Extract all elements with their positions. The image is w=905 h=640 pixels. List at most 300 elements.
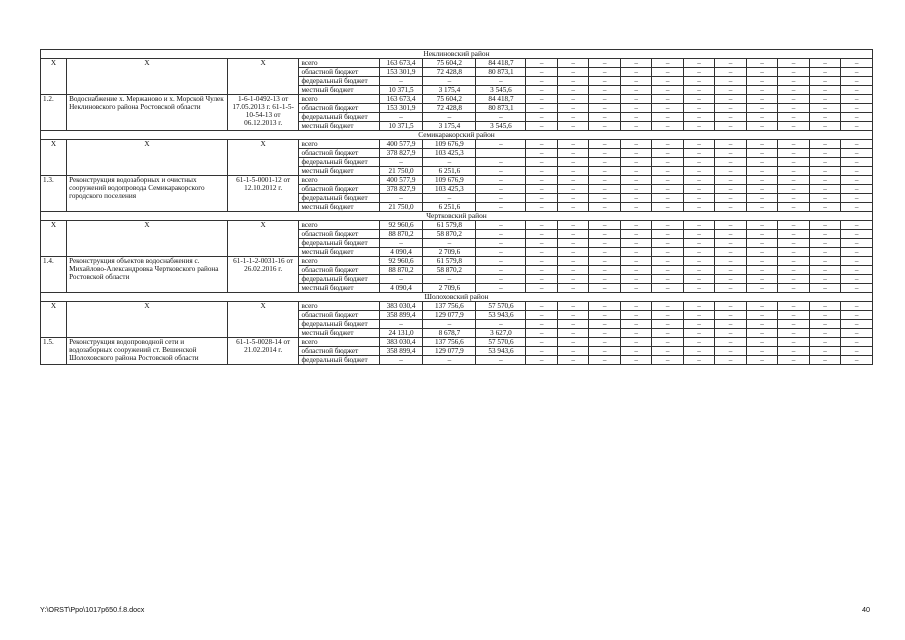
empty-amount-cell: – <box>841 140 873 149</box>
amount-cell: – <box>476 239 526 248</box>
empty-amount-cell: – <box>778 221 809 230</box>
funding-source-cell: федеральный бюджет <box>299 77 379 86</box>
empty-amount-cell: – <box>620 266 651 275</box>
empty-amount-cell: – <box>715 320 746 329</box>
empty-amount-cell: – <box>715 158 746 167</box>
empty-amount-cell: – <box>589 122 620 131</box>
empty-amount-cell: – <box>809 239 840 248</box>
empty-amount-cell: – <box>715 338 746 347</box>
empty-amount-cell: – <box>589 302 620 311</box>
amount-cell: 109 676,9 <box>423 176 476 185</box>
empty-amount-cell: – <box>557 59 588 68</box>
item-number-cell: Х <box>41 140 67 176</box>
empty-amount-cell: – <box>778 176 809 185</box>
empty-amount-cell: – <box>746 203 777 212</box>
empty-amount-cell: – <box>841 248 873 257</box>
empty-amount-cell: – <box>589 86 620 95</box>
funding-source-cell: областной бюджет <box>299 347 379 356</box>
empty-amount-cell: – <box>841 104 873 113</box>
empty-amount-cell: – <box>746 158 777 167</box>
amount-cell: – <box>379 194 422 203</box>
empty-amount-cell: – <box>620 77 651 86</box>
table-row <box>41 140 873 149</box>
amount-cell: 378 827,9 <box>379 185 422 194</box>
empty-amount-cell: – <box>589 203 620 212</box>
empty-amount-cell: – <box>778 140 809 149</box>
amount-cell: 75 604,2 <box>423 59 476 68</box>
empty-amount-cell: – <box>652 59 683 68</box>
empty-amount-cell: – <box>683 275 714 284</box>
amount-cell: 4 090,4 <box>379 284 422 293</box>
amount-cell: 61 579,8 <box>423 257 476 266</box>
empty-amount-cell: – <box>620 221 651 230</box>
empty-amount-cell: – <box>526 140 557 149</box>
amount-cell: 53 943,6 <box>476 347 526 356</box>
empty-amount-cell: – <box>652 185 683 194</box>
empty-amount-cell: – <box>526 284 557 293</box>
empty-amount-cell: – <box>652 104 683 113</box>
empty-amount-cell: – <box>715 59 746 68</box>
empty-amount-cell: – <box>715 230 746 239</box>
empty-amount-cell: – <box>526 266 557 275</box>
empty-amount-cell: – <box>620 329 651 338</box>
empty-amount-cell: – <box>715 311 746 320</box>
empty-amount-cell: – <box>620 275 651 284</box>
empty-amount-cell: – <box>841 257 873 266</box>
empty-amount-cell: – <box>778 239 809 248</box>
empty-amount-cell: – <box>652 257 683 266</box>
empty-amount-cell: – <box>557 167 588 176</box>
empty-amount-cell: – <box>778 347 809 356</box>
empty-amount-cell: – <box>778 329 809 338</box>
empty-amount-cell: – <box>746 239 777 248</box>
funding-source-cell: областной бюджет <box>299 104 379 113</box>
empty-amount-cell: – <box>557 122 588 131</box>
funding-source-cell: областной бюджет <box>299 311 379 320</box>
empty-amount-cell: – <box>683 266 714 275</box>
empty-amount-cell: – <box>715 194 746 203</box>
permit-cell: Х <box>227 221 299 257</box>
empty-amount-cell: – <box>746 95 777 104</box>
empty-amount-cell: – <box>746 185 777 194</box>
item-number-cell: Х <box>41 59 67 95</box>
empty-amount-cell: – <box>809 302 840 311</box>
permit-cell: 1-6-1-0492-13 от 17.05.2013 г. 61-1-5-10-54-13 от 06.12.2013 г. <box>227 95 299 131</box>
funding-source-cell: всего <box>299 257 379 266</box>
empty-amount-cell: – <box>715 68 746 77</box>
empty-amount-cell: – <box>683 239 714 248</box>
amount-cell: – <box>476 266 526 275</box>
empty-amount-cell: – <box>620 149 651 158</box>
empty-amount-cell: – <box>715 284 746 293</box>
empty-amount-cell: – <box>809 356 840 365</box>
table-row <box>41 95 873 104</box>
amount-cell: – <box>476 320 526 329</box>
empty-amount-cell: – <box>778 230 809 239</box>
empty-amount-cell: – <box>620 176 651 185</box>
empty-amount-cell: – <box>620 230 651 239</box>
empty-amount-cell: – <box>557 347 588 356</box>
empty-amount-cell: – <box>526 158 557 167</box>
empty-amount-cell: – <box>526 248 557 257</box>
empty-amount-cell: – <box>557 257 588 266</box>
empty-amount-cell: – <box>683 122 714 131</box>
amount-cell: – <box>476 221 526 230</box>
empty-amount-cell: – <box>589 158 620 167</box>
empty-amount-cell: – <box>589 68 620 77</box>
empty-amount-cell: – <box>557 329 588 338</box>
empty-amount-cell: – <box>620 356 651 365</box>
empty-amount-cell: – <box>746 68 777 77</box>
empty-amount-cell: – <box>809 203 840 212</box>
empty-amount-cell: – <box>557 140 588 149</box>
empty-amount-cell: – <box>809 275 840 284</box>
empty-amount-cell: – <box>683 347 714 356</box>
empty-amount-cell: – <box>652 311 683 320</box>
amount-cell: – <box>379 320 422 329</box>
amount-cell: 3 545,6 <box>476 122 526 131</box>
empty-amount-cell: – <box>778 113 809 122</box>
section-header-row <box>41 131 873 140</box>
empty-amount-cell: – <box>715 122 746 131</box>
empty-amount-cell: – <box>589 113 620 122</box>
section-title: Шолоховский район <box>41 293 873 302</box>
empty-amount-cell: – <box>778 302 809 311</box>
empty-amount-cell: – <box>526 149 557 158</box>
permit-cell: 61-1-1-2-0031-16 от 26.02.2016 г. <box>227 257 299 293</box>
amount-cell: – <box>423 194 476 203</box>
empty-amount-cell: – <box>557 248 588 257</box>
empty-amount-cell: – <box>715 257 746 266</box>
amount-cell: 109 676,9 <box>423 140 476 149</box>
empty-amount-cell: – <box>526 203 557 212</box>
empty-amount-cell: – <box>652 230 683 239</box>
empty-amount-cell: – <box>746 176 777 185</box>
empty-amount-cell: – <box>715 221 746 230</box>
empty-amount-cell: – <box>526 356 557 365</box>
empty-amount-cell: – <box>557 239 588 248</box>
empty-amount-cell: – <box>652 95 683 104</box>
empty-amount-cell: – <box>620 86 651 95</box>
amount-cell: 53 943,6 <box>476 311 526 320</box>
permit-cell: Х <box>227 302 299 338</box>
empty-amount-cell: – <box>652 266 683 275</box>
empty-amount-cell: – <box>841 311 873 320</box>
amount-cell: – <box>423 320 476 329</box>
empty-amount-cell: – <box>526 68 557 77</box>
empty-amount-cell: – <box>715 329 746 338</box>
empty-amount-cell: – <box>526 59 557 68</box>
empty-amount-cell: – <box>652 275 683 284</box>
funding-source-cell: местный бюджет <box>299 122 379 131</box>
empty-amount-cell: – <box>620 257 651 266</box>
empty-amount-cell: – <box>652 356 683 365</box>
empty-amount-cell: – <box>557 302 588 311</box>
funding-source-cell: всего <box>299 140 379 149</box>
empty-amount-cell: – <box>715 176 746 185</box>
amount-cell: 58 870,2 <box>423 266 476 275</box>
empty-amount-cell: – <box>715 149 746 158</box>
amount-cell: – <box>476 113 526 122</box>
amount-cell: 88 870,2 <box>379 230 422 239</box>
empty-amount-cell: – <box>526 113 557 122</box>
empty-amount-cell: – <box>652 203 683 212</box>
empty-amount-cell: – <box>620 185 651 194</box>
empty-amount-cell: – <box>778 248 809 257</box>
empty-amount-cell: – <box>683 338 714 347</box>
amount-cell: – <box>476 284 526 293</box>
empty-amount-cell: – <box>620 248 651 257</box>
amount-cell: 137 756,6 <box>423 302 476 311</box>
empty-amount-cell: – <box>652 149 683 158</box>
empty-amount-cell: – <box>620 140 651 149</box>
empty-amount-cell: – <box>589 347 620 356</box>
empty-amount-cell: – <box>809 176 840 185</box>
item-name-cell: Реконструкция объектов водоснабжения с. Михайлово-Александровка Чертковского района Ростовской области <box>67 257 228 293</box>
funding-source-cell: федеральный бюджет <box>299 275 379 284</box>
empty-amount-cell: – <box>683 311 714 320</box>
amount-cell: 153 301,9 <box>379 68 422 77</box>
empty-amount-cell: – <box>526 338 557 347</box>
empty-amount-cell: – <box>526 77 557 86</box>
amount-cell: – <box>476 77 526 86</box>
funding-source-cell: областной бюджет <box>299 266 379 275</box>
empty-amount-cell: – <box>589 176 620 185</box>
empty-amount-cell: – <box>589 320 620 329</box>
empty-amount-cell: – <box>715 347 746 356</box>
empty-amount-cell: – <box>589 221 620 230</box>
item-name-cell: Х <box>67 302 228 338</box>
amount-cell: 80 873,1 <box>476 68 526 77</box>
amount-cell: 400 577,9 <box>379 140 422 149</box>
empty-amount-cell: – <box>620 239 651 248</box>
empty-amount-cell: – <box>620 158 651 167</box>
amount-cell: 358 899,4 <box>379 347 422 356</box>
empty-amount-cell: – <box>841 338 873 347</box>
empty-amount-cell: – <box>589 140 620 149</box>
empty-amount-cell: – <box>526 275 557 284</box>
empty-amount-cell: – <box>557 176 588 185</box>
section-header-row <box>41 212 873 221</box>
empty-amount-cell: – <box>778 356 809 365</box>
item-name-cell: Реконструкция водопроводной сети и водозаборных сооружений ст. Вешенской Шолоховского района Ростовской области <box>67 338 228 365</box>
amount-cell: 383 030,4 <box>379 338 422 347</box>
funding-source-cell: областной бюджет <box>299 230 379 239</box>
empty-amount-cell: – <box>620 122 651 131</box>
empty-amount-cell: – <box>841 86 873 95</box>
empty-amount-cell: – <box>652 77 683 86</box>
amount-cell: – <box>379 356 422 365</box>
empty-amount-cell: – <box>778 122 809 131</box>
empty-amount-cell: – <box>683 356 714 365</box>
item-number-cell: 1.2. <box>41 95 67 131</box>
empty-amount-cell: – <box>589 239 620 248</box>
empty-amount-cell: – <box>841 320 873 329</box>
empty-amount-cell: – <box>746 338 777 347</box>
empty-amount-cell: – <box>526 194 557 203</box>
empty-amount-cell: – <box>652 239 683 248</box>
empty-amount-cell: – <box>809 248 840 257</box>
funding-source-cell: всего <box>299 176 379 185</box>
empty-amount-cell: – <box>683 230 714 239</box>
amount-cell: 358 899,4 <box>379 311 422 320</box>
amount-cell: – <box>423 275 476 284</box>
document-page <box>40 49 873 365</box>
empty-amount-cell: – <box>683 185 714 194</box>
amount-cell: 57 570,6 <box>476 302 526 311</box>
empty-amount-cell: – <box>620 167 651 176</box>
table-row <box>41 257 873 266</box>
empty-amount-cell: – <box>715 140 746 149</box>
amount-cell: 103 425,3 <box>423 185 476 194</box>
amount-cell: – <box>423 113 476 122</box>
amount-cell: 3 627,0 <box>476 329 526 338</box>
empty-amount-cell: – <box>683 203 714 212</box>
amount-cell: 163 673,4 <box>379 59 422 68</box>
amount-cell: 24 131,0 <box>379 329 422 338</box>
empty-amount-cell: – <box>778 338 809 347</box>
empty-amount-cell: – <box>715 275 746 284</box>
amount-cell: – <box>476 356 526 365</box>
empty-amount-cell: – <box>683 302 714 311</box>
empty-amount-cell: – <box>809 86 840 95</box>
empty-amount-cell: – <box>841 194 873 203</box>
empty-amount-cell: – <box>526 167 557 176</box>
funding-source-cell: всего <box>299 302 379 311</box>
amount-cell: 2 709,6 <box>423 284 476 293</box>
empty-amount-cell: – <box>526 104 557 113</box>
empty-amount-cell: – <box>715 77 746 86</box>
empty-amount-cell: – <box>652 338 683 347</box>
empty-amount-cell: – <box>746 113 777 122</box>
amount-cell: – <box>476 257 526 266</box>
empty-amount-cell: – <box>841 113 873 122</box>
empty-amount-cell: – <box>589 275 620 284</box>
item-name-cell: Реконструкция водозаборных и очистных сооружений водопровода Семикаракорского городского поселения <box>67 176 228 212</box>
empty-amount-cell: – <box>589 104 620 113</box>
amount-cell: – <box>379 113 422 122</box>
empty-amount-cell: – <box>683 95 714 104</box>
amount-cell: 92 960,6 <box>379 257 422 266</box>
empty-amount-cell: – <box>557 194 588 203</box>
amount-cell: 84 418,7 <box>476 95 526 104</box>
permit-cell: 61-1-5-0001-12 от 12.10.2012 г. <box>227 176 299 212</box>
empty-amount-cell: – <box>746 194 777 203</box>
empty-amount-cell: – <box>557 221 588 230</box>
table-row <box>41 59 873 68</box>
item-name-cell: Х <box>67 140 228 176</box>
funding-source-cell: всего <box>299 338 379 347</box>
empty-amount-cell: – <box>809 158 840 167</box>
empty-amount-cell: – <box>715 302 746 311</box>
table-row <box>41 302 873 311</box>
empty-amount-cell: – <box>809 104 840 113</box>
empty-amount-cell: – <box>589 338 620 347</box>
empty-amount-cell: – <box>809 185 840 194</box>
empty-amount-cell: – <box>715 86 746 95</box>
amount-cell: 88 870,2 <box>379 266 422 275</box>
page-number: 40 <box>862 605 870 614</box>
empty-amount-cell: – <box>746 230 777 239</box>
section-header-row <box>41 293 873 302</box>
item-number-cell: 1.5. <box>41 338 67 365</box>
amount-cell: 153 301,9 <box>379 104 422 113</box>
amount-cell: 72 428,8 <box>423 104 476 113</box>
amount-cell: 383 030,4 <box>379 302 422 311</box>
empty-amount-cell: – <box>841 122 873 131</box>
item-number-cell: Х <box>41 302 67 338</box>
empty-amount-cell: – <box>652 86 683 95</box>
amount-cell: – <box>476 158 526 167</box>
empty-amount-cell: – <box>778 320 809 329</box>
empty-amount-cell: – <box>809 257 840 266</box>
table-row <box>41 176 873 185</box>
empty-amount-cell: – <box>683 86 714 95</box>
funding-source-cell: местный бюджет <box>299 86 379 95</box>
empty-amount-cell: – <box>526 221 557 230</box>
empty-amount-cell: – <box>746 149 777 158</box>
empty-amount-cell: – <box>841 266 873 275</box>
empty-amount-cell: – <box>778 158 809 167</box>
amount-cell: – <box>476 185 526 194</box>
empty-amount-cell: – <box>746 59 777 68</box>
empty-amount-cell: – <box>746 329 777 338</box>
funding-source-cell: всего <box>299 221 379 230</box>
empty-amount-cell: – <box>809 77 840 86</box>
amount-cell: 4 090,4 <box>379 248 422 257</box>
empty-amount-cell: – <box>652 248 683 257</box>
empty-amount-cell: – <box>557 113 588 122</box>
amount-cell: 75 604,2 <box>423 95 476 104</box>
amount-cell: 8 678,7 <box>423 329 476 338</box>
empty-amount-cell: – <box>809 329 840 338</box>
empty-amount-cell: – <box>557 86 588 95</box>
empty-amount-cell: – <box>778 203 809 212</box>
empty-amount-cell: – <box>715 266 746 275</box>
empty-amount-cell: – <box>746 320 777 329</box>
empty-amount-cell: – <box>809 320 840 329</box>
amount-cell: 129 077,9 <box>423 311 476 320</box>
amount-cell: 6 251,6 <box>423 203 476 212</box>
empty-amount-cell: – <box>778 104 809 113</box>
amount-cell: 72 428,8 <box>423 68 476 77</box>
empty-amount-cell: – <box>683 320 714 329</box>
empty-amount-cell: – <box>683 257 714 266</box>
empty-amount-cell: – <box>620 59 651 68</box>
empty-amount-cell: – <box>683 176 714 185</box>
amount-cell: 3 175,4 <box>423 86 476 95</box>
empty-amount-cell: – <box>589 257 620 266</box>
empty-amount-cell: – <box>652 176 683 185</box>
empty-amount-cell: – <box>778 275 809 284</box>
empty-amount-cell: – <box>841 95 873 104</box>
amount-cell: – <box>476 275 526 284</box>
amount-cell: – <box>379 77 422 86</box>
empty-amount-cell: – <box>809 167 840 176</box>
amount-cell: – <box>379 275 422 284</box>
funding-source-cell: областной бюджет <box>299 68 379 77</box>
empty-amount-cell: – <box>809 68 840 77</box>
funding-source-cell: всего <box>299 95 379 104</box>
permit-cell: 61-1-5-0028-14 от 21.02.2014 г. <box>227 338 299 365</box>
empty-amount-cell: – <box>683 221 714 230</box>
amount-cell: – <box>476 203 526 212</box>
empty-amount-cell: – <box>557 95 588 104</box>
amount-cell: – <box>423 356 476 365</box>
amount-cell: 58 870,2 <box>423 230 476 239</box>
amount-cell: 80 873,1 <box>476 104 526 113</box>
permit-cell: Х <box>227 140 299 176</box>
